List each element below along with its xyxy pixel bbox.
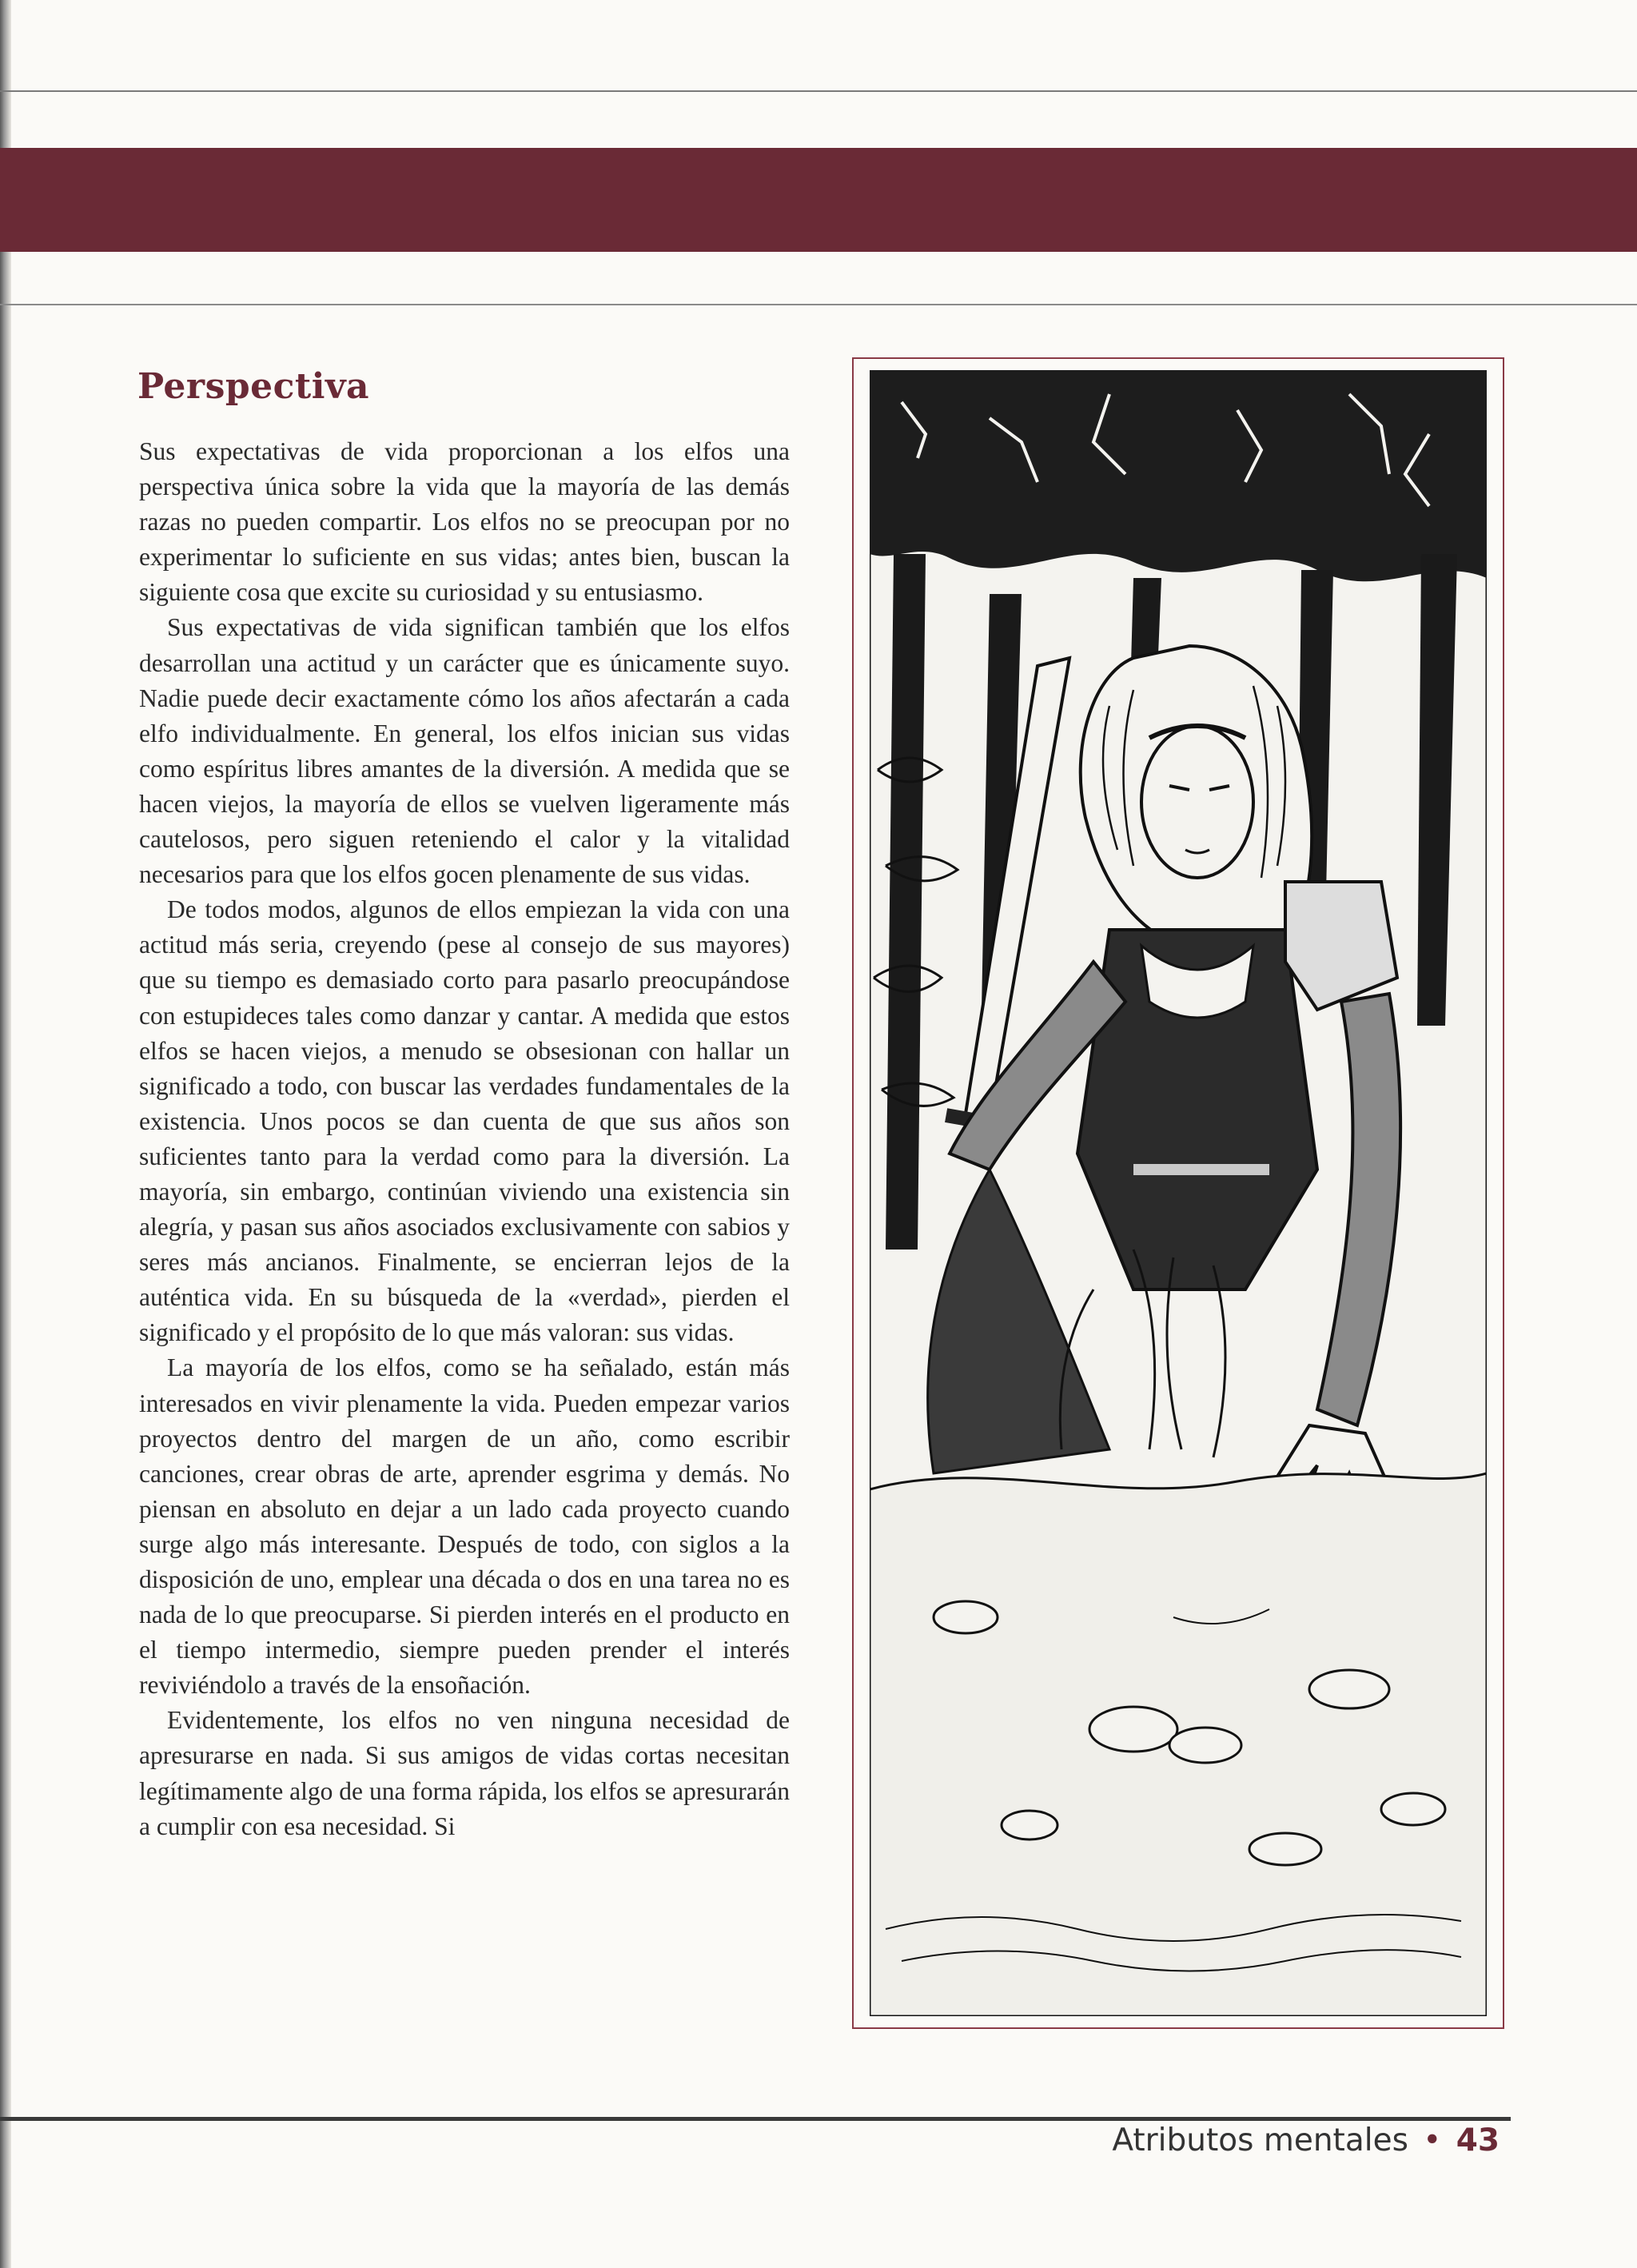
body-text	[139, 434, 790, 1844]
page-footer	[879, 2123, 1500, 2158]
section-heading: Perspectiva	[137, 366, 370, 407]
paragraph: Evidentemente, los elfos no ven ninguna necesidad de apresurarse en nada. Si sus amigos de vidas cortas necesitan legítimamente algo de una forma rápida, los elfos se apresurarán a cumplir con esa necesidad. Si	[139, 1706, 790, 1840]
footer-rule	[0, 2117, 1511, 2121]
paragraph: Sus expectativas de vida proporcionan a los elfos una perspectiva única sobre la vida que la mayoría de las demás razas no pueden compartir. Los elfos no se preocupan por no experimentar lo suficiente en sus vidas; antes bien, buscan la siguiente cosa que excite su curiosidad y su entusiasmo.	[139, 437, 790, 607]
header-rule	[0, 304, 1637, 305]
paragraph: La mayoría de los elfos, como se ha señalado, están más interesados en vivir plenamente la vida. Pueden empezar varios proyectos dentro del margen de un año, como escribir canciones, crear obras de arte, aprender esgrima y demás. No piensan en absoluto en dejar a un lado cada proyecto cuando surge algo más interesante. Después de todo, con siglos a la disposición de uno, emplear una década o dos en una tarea no es nada de lo que preocuparse. Si pierden interés en el producto en el tiempo intermedio, siempre pueden prender el interés reviviéndolo a través de la ensoñación.	[139, 1353, 790, 1700]
paragraph: Sus expectativas de vida significan también que los elfos desarrollan una actitud y un carácter que es únicamente suyo. Nadie puede decir exactamente cómo los años afectarán a cada elfo individualmente. En general, los elfos inician sus vidas como espíritus libres amantes de la diversión. A medida que se hacen viejos, la mayoría de ellos se vuelven ligeramente más cautelosos, pero siguen reteniendo el calor y la vitalidad necesarios para que los elfos gocen plenamente de sus vidas.	[139, 613, 790, 889]
paragraph: De todos modos, algunos de ellos empiezan la vida con una actitud más seria, creyendo (pese al consejo de sus mayores) que su tiempo es demasiado corto para pasarlo preocupándose con estupideces tales como danzar y cantar. A medida que estos elfos se hacen viejos, a menudo se obsesionan con hallar un significado a todo, con buscar las verdades fundamentales de la existencia. Unos pocos se dan cuenta de que sus años son suficientes tanto para la verdad como para la diversión. La mayoría, sin embargo, continúan viviendo una existencia sin alegría, y pasan sus años asociados exclusivamente con sabios y seres más ancianos. Finalmente, se encierran lejos de la auténtica vida. En su búsqueda de la «verdad», pierden el significado y el propósito de lo que más valoran: sus vidas.	[139, 895, 790, 1347]
illustration-artwork	[870, 370, 1487, 2016]
header-banner	[0, 148, 1637, 252]
elf-warrior-illustration	[852, 357, 1504, 2029]
chapter-title: Atributos mentales	[1112, 2123, 1408, 2158]
top-rule	[0, 90, 1637, 92]
footer-bullet: •	[1423, 2123, 1442, 2158]
book-spine-shadow	[0, 0, 11, 2268]
page-number: 43	[1456, 2123, 1500, 2158]
